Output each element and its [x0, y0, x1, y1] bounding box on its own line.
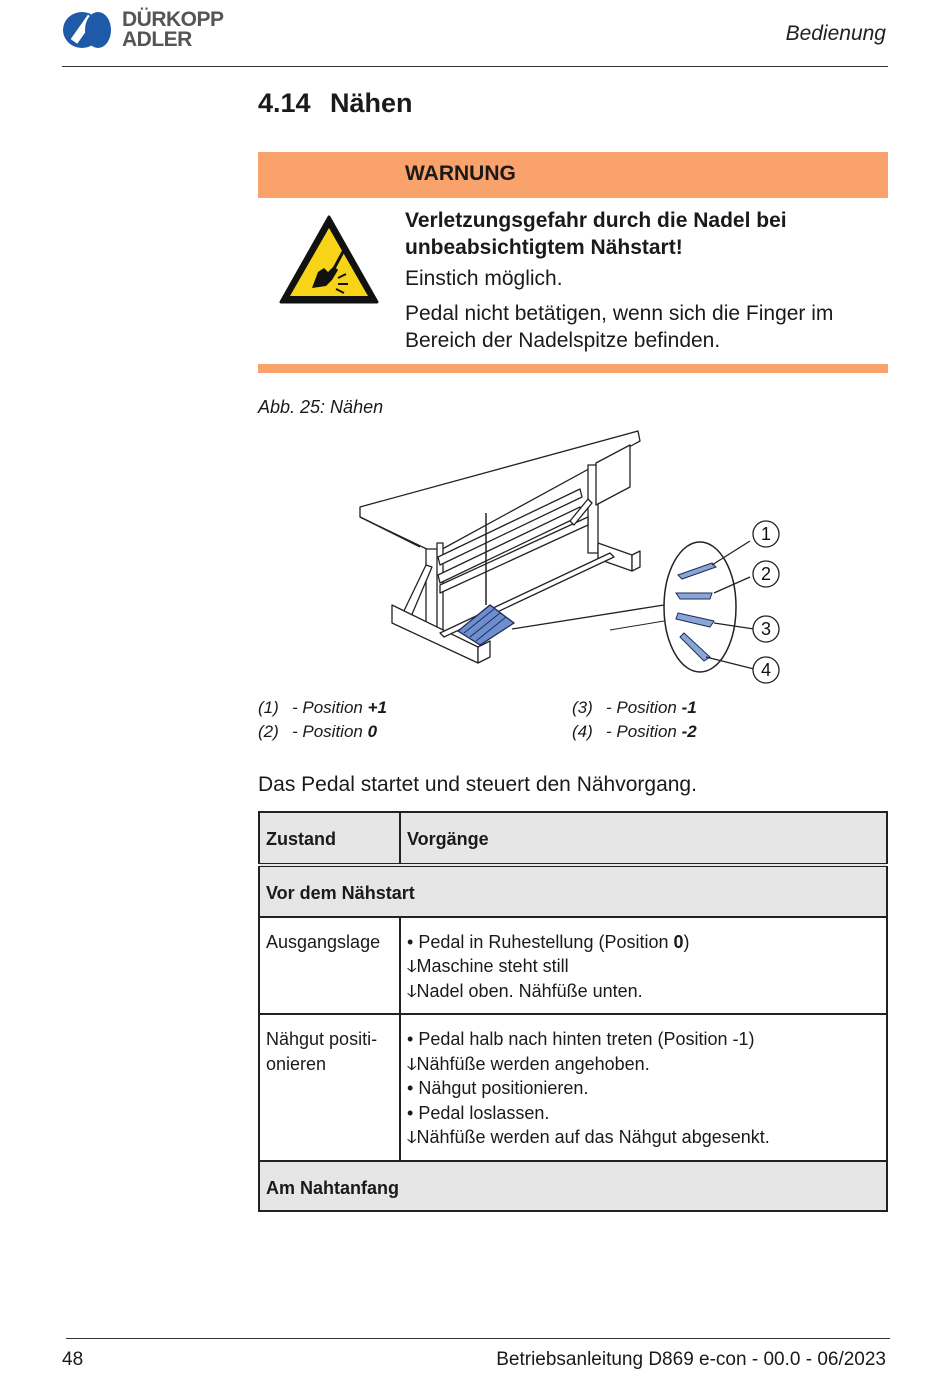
operations-cell — [400, 1014, 887, 1161]
result-arrow-icon: ↆ — [407, 980, 417, 1001]
group-label: Am Nahtanfang — [259, 1161, 887, 1212]
list-item: • Pedal in Ruhestellung (Position 0) — [407, 931, 690, 952]
section-heading — [258, 88, 413, 119]
warning-header-bar — [258, 152, 888, 198]
sewing-table-pedal-illustration — [340, 425, 800, 695]
result-item: ↆNähfüße werden auf das Nähgut abgesenkt. — [407, 1127, 770, 1147]
intro-paragraph: Das Pedal startet und steuert den Nähvorgang. — [258, 773, 697, 796]
column-header-state: Zustand — [259, 812, 400, 865]
callout-3: 3 — [760, 619, 772, 639]
table-header-row — [259, 812, 887, 865]
result-arrow-icon: ↆ — [407, 956, 417, 976]
needle-hazard-icon — [278, 214, 380, 306]
operations-cell — [400, 917, 887, 1015]
brand-line1: DÜRKOPP — [122, 8, 224, 31]
header-divider — [62, 66, 888, 67]
list-item: • Pedal halb nach hinten treten (Position -1) — [407, 1029, 755, 1049]
warning-line-2: Pedal nicht betätigen, wenn sich die Finger im Bereich der Nadelspitze befinden. — [405, 302, 834, 352]
warning-hazard-title: Verletzungsgefahr durch die Nadel bei unbeabsichtigtem Nähstart! — [405, 209, 787, 259]
warning-footer-bar — [258, 364, 888, 373]
legend-item: (1) - Position +1 — [258, 698, 387, 717]
section-title: Nähen — [330, 88, 413, 118]
pedal-shape — [458, 605, 514, 645]
figure-caption: Abb. 25: Nähen — [258, 397, 384, 417]
table-group-row — [259, 1161, 887, 1212]
state-cell: Ausgangslage — [259, 917, 400, 1015]
list-item: • Pedal loslassen. — [407, 1102, 550, 1123]
warning-body — [405, 207, 875, 362]
legend-item: (2) - Position 0 — [258, 722, 378, 741]
group-label: Vor dem Nähstart — [259, 865, 887, 917]
warning-line-1: Einstich möglich. — [405, 267, 563, 290]
result-arrow-icon: ↆ — [407, 1127, 417, 1147]
footer-divider — [66, 1338, 890, 1339]
operations-table — [258, 811, 888, 1212]
warning-label: WARNUNG — [405, 162, 516, 185]
result-arrow-icon: ↆ — [407, 1053, 417, 1074]
chapter-title: Bedienung — [785, 22, 886, 45]
list-item: • Nähgut positionieren. — [407, 1078, 589, 1098]
result-item: ↆMaschine steht still — [407, 956, 569, 976]
section-number: 4.14 — [258, 88, 311, 118]
table-row — [259, 917, 887, 1015]
page-number: 48 — [62, 1349, 84, 1370]
logo-mark-icon — [62, 10, 114, 50]
column-header-operations: Vorgänge — [400, 812, 887, 865]
table-group-row — [259, 865, 887, 917]
callout-2: 2 — [760, 564, 772, 584]
legend-item: (4) - Position -2 — [572, 722, 697, 741]
result-item: ↆNadel oben. Nähfüße unten. — [407, 980, 643, 1001]
brand-line2: ADLER — [122, 28, 192, 51]
table-row — [259, 1014, 887, 1161]
state-cell: Nähgut positi-onieren — [259, 1014, 400, 1161]
callout-4: 4 — [760, 660, 772, 680]
legend-item: (3) - Position -1 — [572, 698, 697, 717]
result-item: ↆNähfüße werden angehoben. — [407, 1053, 650, 1074]
document-title: Betriebsanleitung D869 e-con - 00.0 - 06/2023 — [496, 1349, 886, 1370]
brand-logo — [62, 8, 232, 52]
callout-1: 1 — [760, 524, 772, 544]
